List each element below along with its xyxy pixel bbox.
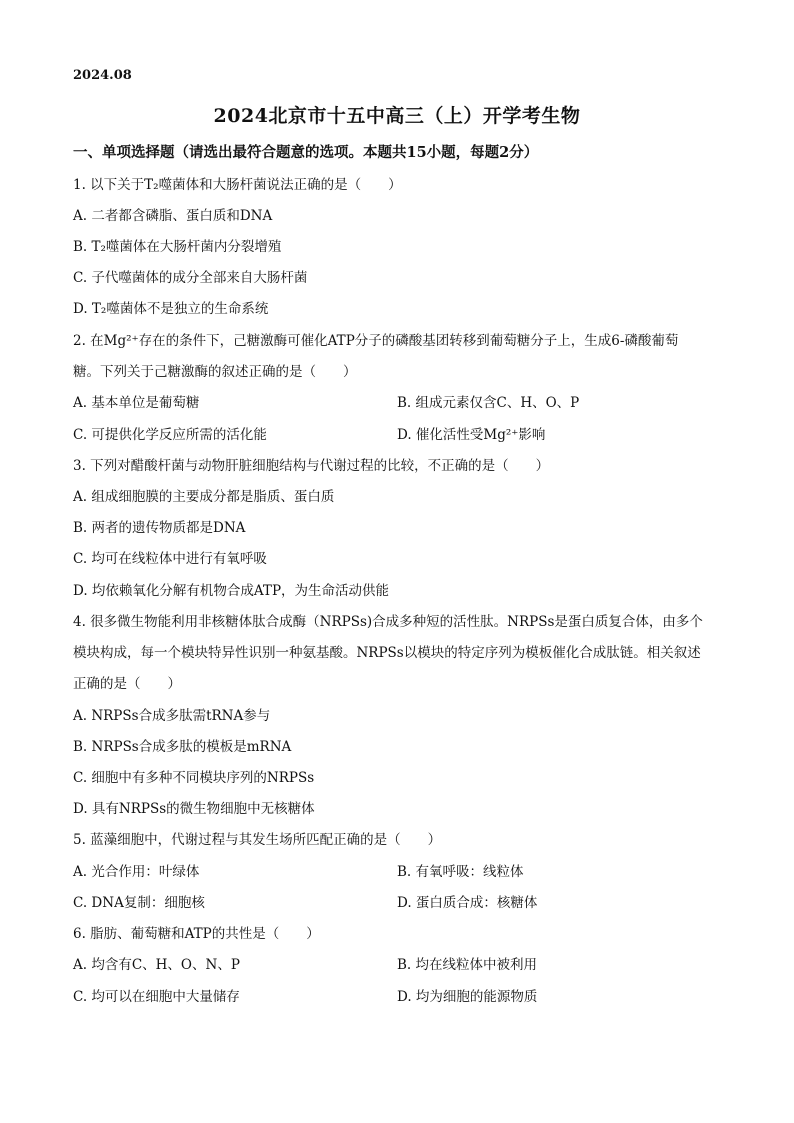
question-3-option-b: B. 两者的遗传物质都是DNA [73,520,246,536]
question-6-option-c: C. 均可以在细胞中大量储存 [73,989,240,1005]
question-1-option-a: A. 二者都含磷脂、蛋白质和DNA [73,208,273,224]
question-3-option-d: D. 均依赖氧化分解有机物合成ATP，为生命活动供能 [73,583,390,599]
question-4-stem-line-1: 4. 很多微生物能利用非核糖体肽合成酶（NRPSs)合成多种短的活性肽。NRPSs是蛋白质复合体，由多个 [73,614,703,630]
question-2-option-b: B. 组成元素仅含C、H、O、P [397,395,580,411]
question-4-stem-line-3: 正确的是（ ） [73,676,181,692]
question-4-option-a: A. NRPSs合成多肽需tRNA参与 [73,708,271,724]
question-6-option-b: B. 均在线粒体中被利用 [397,957,538,973]
question-5-option-b: B. 有氧呼吸：线粒体 [397,864,524,880]
question-4-option-d: D. 具有NRPSs的微生物细胞中无核糖体 [73,801,315,817]
question-4-option-b: B. NRPSs合成多肽的模板是mRNA [73,739,292,755]
question-5-stem: 5. 蓝藻细胞中，代谢过程与其发生场所匹配正确的是（ ） [73,832,442,848]
question-2-stem-line-2: 糖。下列关于己糖激酶的叙述正确的是（ ） [73,364,357,380]
question-5-option-a: A. 光合作用：叶绿体 [73,864,200,880]
question-3-stem: 3. 下列对醋酸杆菌与动物肝脏细胞结构与代谢过程的比较，不正确的是（ ） [73,458,550,474]
question-2-option-d: D. 催化活性受Mg²⁺影响 [397,427,546,443]
question-3-option-c: C. 均可在线粒体中进行有氧呼吸 [73,551,267,567]
question-6-option-a: A. 均含有C、H、O、N、P [73,957,240,973]
question-6-stem: 6. 脂肪、葡萄糖和ATP的共性是（ ） [73,926,320,942]
question-2-option-c: C. 可提供化学反应所需的活化能 [73,427,267,443]
question-4-stem-line-2: 模块构成，每一个模块特异性识别一种氨基酸。NRPSs以模块的特定序列为模板催化合成肽链。相关叙述 [73,645,701,661]
section-heading: 一、单项选择题（请选出最符合题意的选项。本题共15小题，每题2分） [73,144,539,161]
question-5-option-d: D. 蛋白质合成：核糖体 [397,895,538,911]
question-1-option-b: B. T₂噬菌体在大肠杆菌内分裂增殖 [73,239,282,255]
question-5-option-c: C. DNA复制：细胞核 [73,895,205,911]
exam-date: 2024.08 [73,68,132,83]
question-1-option-c: C. 子代噬菌体的成分全部来自大肠杆菌 [73,270,308,286]
question-1-stem: 1. 以下关于T₂噬菌体和大肠杆菌说法正确的是（ ） [73,177,402,193]
question-3-option-a: A. 组成细胞膜的主要成分都是脂质、蛋白质 [73,489,335,505]
question-6-option-d: D. 均为细胞的能源物质 [397,989,538,1005]
question-2-option-a: A. 基本单位是葡萄糖 [73,395,200,411]
exam-title: 2024北京市十五中高三（上）开学考生物 [213,105,581,127]
question-1-option-d: D. T₂噬菌体不是独立的生命系统 [73,301,269,317]
question-4-option-c: C. 细胞中有多种不同模块序列的NRPSs [73,770,315,786]
question-2-stem-line-1: 2. 在Mg²⁺存在的条件下，己糖激酶可催化ATP分子的磷酸基团转移到葡萄糖分子上，生成6-磷酸葡萄 [73,333,679,349]
